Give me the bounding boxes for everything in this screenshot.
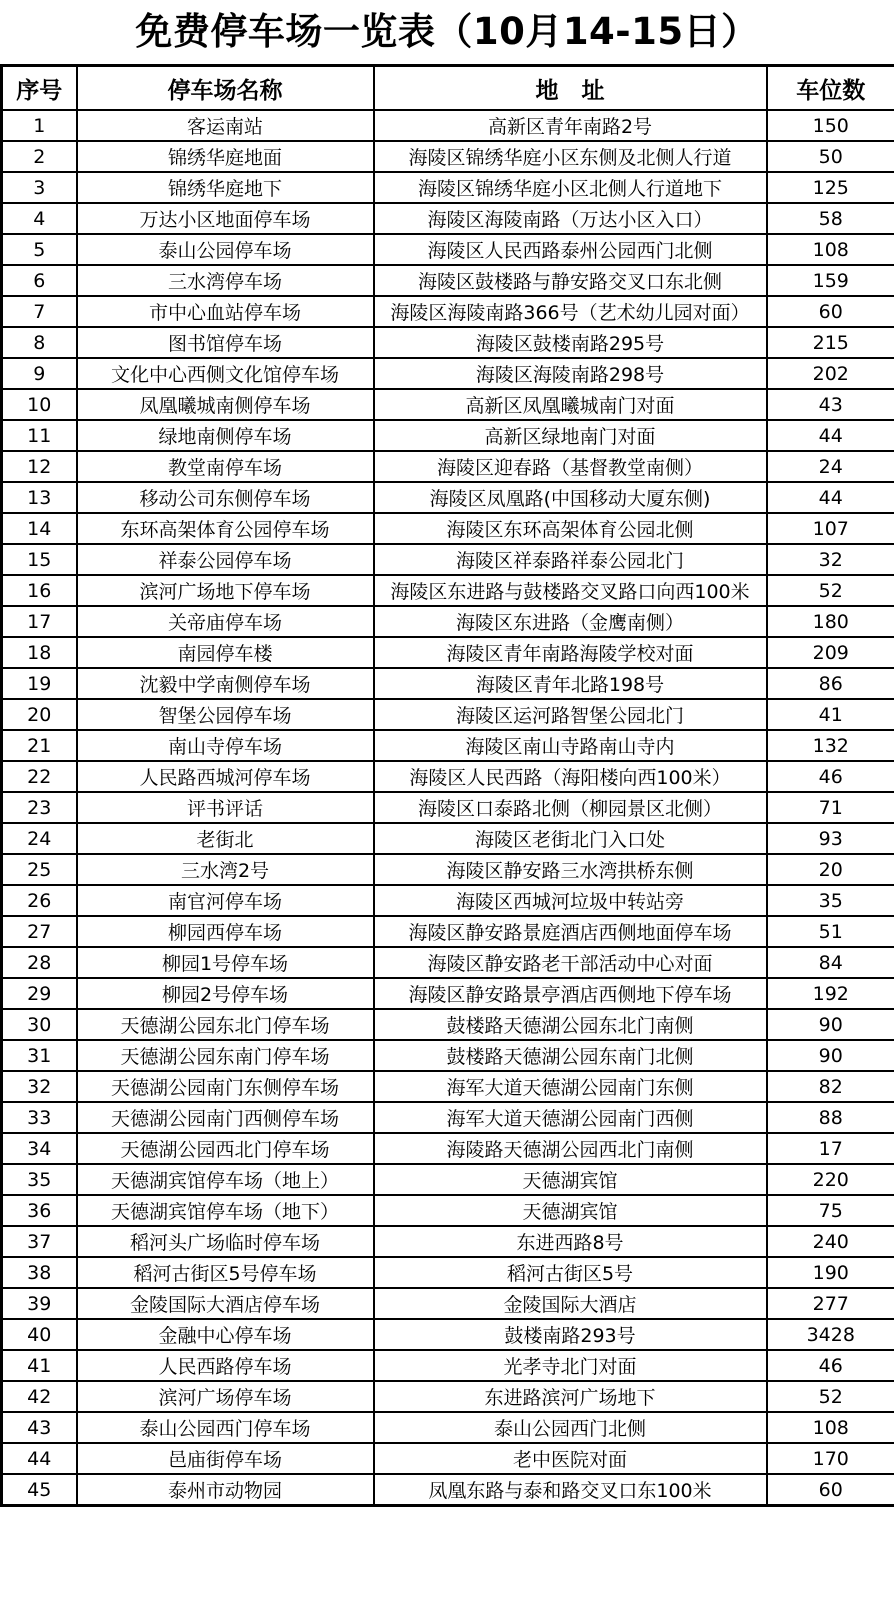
- table-row: [2, 823, 894, 854]
- cell-spaces: 52: [767, 575, 894, 606]
- table-row: [2, 792, 894, 823]
- cell-name: 沈毅中学南侧停车场: [77, 668, 374, 699]
- cell-address: 稻河古街区5号: [374, 1257, 767, 1288]
- parking-table: [0, 64, 894, 1507]
- table-row: [2, 451, 894, 482]
- table-row: [2, 885, 894, 916]
- col-header-name: 停车场名称: [77, 66, 374, 111]
- table-row: [2, 1474, 894, 1506]
- table-row: [2, 1071, 894, 1102]
- cell-address: 老中医院对面: [374, 1443, 767, 1474]
- cell-index: 20: [2, 699, 77, 730]
- cell-index: 33: [2, 1102, 77, 1133]
- cell-index: 1: [2, 110, 77, 141]
- cell-spaces: 44: [767, 420, 894, 451]
- cell-spaces: 50: [767, 141, 894, 172]
- cell-spaces: 58: [767, 203, 894, 234]
- table-row: [2, 761, 894, 792]
- cell-index: 31: [2, 1040, 77, 1071]
- cell-address: 海陵区锦绣华庭小区北侧人行道地下: [374, 172, 767, 203]
- table-row: [2, 1257, 894, 1288]
- cell-index: 40: [2, 1319, 77, 1350]
- cell-name: 泰山公园停车场: [77, 234, 374, 265]
- cell-address: 凤凰东路与泰和路交叉口东100米: [374, 1474, 767, 1506]
- cell-name: 锦绣华庭地面: [77, 141, 374, 172]
- cell-name: 天德湖公园东北门停车场: [77, 1009, 374, 1040]
- cell-name: 教堂南停车场: [77, 451, 374, 482]
- cell-name: 锦绣华庭地下: [77, 172, 374, 203]
- cell-address: 高新区绿地南门对面: [374, 420, 767, 451]
- table-row: [2, 1040, 894, 1071]
- cell-name: 滨河广场地下停车场: [77, 575, 374, 606]
- cell-index: 19: [2, 668, 77, 699]
- cell-index: 21: [2, 730, 77, 761]
- cell-spaces: 108: [767, 234, 894, 265]
- cell-name: 东环高架体育公园停车场: [77, 513, 374, 544]
- cell-name: 三水湾2号: [77, 854, 374, 885]
- cell-index: 18: [2, 637, 77, 668]
- cell-spaces: 84: [767, 947, 894, 978]
- cell-name: 人民西路停车场: [77, 1350, 374, 1381]
- table-row: [2, 854, 894, 885]
- cell-spaces: 44: [767, 482, 894, 513]
- cell-address: 海陵区西城河垃圾中转站旁: [374, 885, 767, 916]
- cell-address: 海陵路天德湖公园西北门南侧: [374, 1133, 767, 1164]
- cell-index: 26: [2, 885, 77, 916]
- cell-address: 海军大道天德湖公园南门西侧: [374, 1102, 767, 1133]
- cell-index: 13: [2, 482, 77, 513]
- cell-spaces: 108: [767, 1412, 894, 1443]
- cell-name: 天德湖公园东南门停车场: [77, 1040, 374, 1071]
- cell-address: 海陵区海陵南路（万达小区入口）: [374, 203, 767, 234]
- cell-spaces: 240: [767, 1226, 894, 1257]
- cell-spaces: 107: [767, 513, 894, 544]
- cell-index: 42: [2, 1381, 77, 1412]
- cell-spaces: 82: [767, 1071, 894, 1102]
- cell-name: 柳园1号停车场: [77, 947, 374, 978]
- cell-name: 祥泰公园停车场: [77, 544, 374, 575]
- cell-address: 海陵区人民西路（海阳楼向西100米）: [374, 761, 767, 792]
- cell-address: 海陵区青年北路198号: [374, 668, 767, 699]
- cell-name: 南山寺停车场: [77, 730, 374, 761]
- table-row: [2, 482, 894, 513]
- cell-address: 海陵区口泰路北侧（柳园景区北侧）: [374, 792, 767, 823]
- cell-spaces: 86: [767, 668, 894, 699]
- cell-address: 海陵区祥泰路祥泰公园北门: [374, 544, 767, 575]
- cell-address: 海陵区鼓楼路与静安路交叉口东北侧: [374, 265, 767, 296]
- cell-spaces: 46: [767, 761, 894, 792]
- cell-index: 32: [2, 1071, 77, 1102]
- table-row: [2, 1350, 894, 1381]
- cell-index: 12: [2, 451, 77, 482]
- cell-address: 海陵区东进路（金鹰南侧）: [374, 606, 767, 637]
- table-row: [2, 420, 894, 451]
- cell-index: 14: [2, 513, 77, 544]
- table-row: [2, 265, 894, 296]
- table-row: [2, 327, 894, 358]
- cell-name: 柳园西停车场: [77, 916, 374, 947]
- cell-spaces: 52: [767, 1381, 894, 1412]
- cell-spaces: 220: [767, 1164, 894, 1195]
- cell-index: 15: [2, 544, 77, 575]
- col-header-index: 序号: [2, 66, 77, 111]
- cell-name: 关帝庙停车场: [77, 606, 374, 637]
- cell-name: 金融中心停车场: [77, 1319, 374, 1350]
- cell-spaces: 202: [767, 358, 894, 389]
- cell-spaces: 35: [767, 885, 894, 916]
- col-header-spaces: 车位数: [767, 66, 894, 111]
- table-row: [2, 389, 894, 420]
- cell-address: 光孝寺北门对面: [374, 1350, 767, 1381]
- cell-spaces: 60: [767, 296, 894, 327]
- cell-address: 海陵区运河路智堡公园北门: [374, 699, 767, 730]
- cell-spaces: 24: [767, 451, 894, 482]
- cell-spaces: 150: [767, 110, 894, 141]
- cell-name: 稻河古街区5号停车场: [77, 1257, 374, 1288]
- cell-name: 人民路西城河停车场: [77, 761, 374, 792]
- cell-index: 35: [2, 1164, 77, 1195]
- cell-name: 评书评话: [77, 792, 374, 823]
- cell-index: 29: [2, 978, 77, 1009]
- cell-address: 东进西路8号: [374, 1226, 767, 1257]
- cell-name: 泰山公园西门停车场: [77, 1412, 374, 1443]
- cell-spaces: 159: [767, 265, 894, 296]
- cell-address: 海陵区静安路景亭酒店西侧地下停车场: [374, 978, 767, 1009]
- cell-index: 44: [2, 1443, 77, 1474]
- cell-index: 25: [2, 854, 77, 885]
- cell-index: 39: [2, 1288, 77, 1319]
- cell-address: 海陵区东环高架体育公园北侧: [374, 513, 767, 544]
- table-row: [2, 110, 894, 141]
- cell-spaces: 88: [767, 1102, 894, 1133]
- cell-spaces: 192: [767, 978, 894, 1009]
- table-row: [2, 141, 894, 172]
- cell-name: 市中心血站停车场: [77, 296, 374, 327]
- cell-spaces: 93: [767, 823, 894, 854]
- cell-address: 海军大道天德湖公园南门东侧: [374, 1071, 767, 1102]
- cell-address: 高新区凤凰曦城南门对面: [374, 389, 767, 420]
- cell-spaces: 17: [767, 1133, 894, 1164]
- cell-spaces: 71: [767, 792, 894, 823]
- cell-address: 海陵区迎春路（基督教堂南侧）: [374, 451, 767, 482]
- table-row: [2, 668, 894, 699]
- table-row: [2, 978, 894, 1009]
- table-row: [2, 544, 894, 575]
- cell-address: 海陵区人民西路泰州公园西门北侧: [374, 234, 767, 265]
- cell-index: 6: [2, 265, 77, 296]
- cell-address: 海陵区静安路三水湾拱桥东侧: [374, 854, 767, 885]
- table-row: [2, 296, 894, 327]
- cell-address: 海陵区南山寺路南山寺内: [374, 730, 767, 761]
- table-row: [2, 1381, 894, 1412]
- table-row: [2, 1195, 894, 1226]
- cell-address: 海陵区海陵南路366号（艺术幼儿园对面）: [374, 296, 767, 327]
- cell-name: 天德湖宾馆停车场（地下）: [77, 1195, 374, 1226]
- cell-name: 三水湾停车场: [77, 265, 374, 296]
- cell-name: 天德湖公园南门西侧停车场: [77, 1102, 374, 1133]
- cell-index: 38: [2, 1257, 77, 1288]
- col-header-address: 地 址: [374, 66, 767, 111]
- cell-address: 海陵区海陵南路298号: [374, 358, 767, 389]
- cell-spaces: 20: [767, 854, 894, 885]
- table-header-row: [2, 66, 894, 111]
- table-row: [2, 1009, 894, 1040]
- cell-index: 28: [2, 947, 77, 978]
- cell-address: 海陵区老街北门入口处: [374, 823, 767, 854]
- table-row: [2, 606, 894, 637]
- cell-spaces: 209: [767, 637, 894, 668]
- cell-address: 东进路滨河广场地下: [374, 1381, 767, 1412]
- table-row: [2, 1319, 894, 1350]
- cell-address: 海陵区鼓楼南路295号: [374, 327, 767, 358]
- cell-name: 南官河停车场: [77, 885, 374, 916]
- cell-name: 凤凰曦城南侧停车场: [77, 389, 374, 420]
- cell-spaces: 180: [767, 606, 894, 637]
- cell-index: 7: [2, 296, 77, 327]
- cell-address: 海陵区锦绣华庭小区东侧及北侧人行道: [374, 141, 767, 172]
- cell-index: 17: [2, 606, 77, 637]
- cell-index: 43: [2, 1412, 77, 1443]
- cell-spaces: 75: [767, 1195, 894, 1226]
- cell-address: 海陵区青年南路海陵学校对面: [374, 637, 767, 668]
- cell-address: 鼓楼路天德湖公园东南门北侧: [374, 1040, 767, 1071]
- cell-index: 2: [2, 141, 77, 172]
- cell-name: 滨河广场停车场: [77, 1381, 374, 1412]
- table-row: [2, 1288, 894, 1319]
- cell-name: 天德湖宾馆停车场（地上）: [77, 1164, 374, 1195]
- cell-name: 邑庙街停车场: [77, 1443, 374, 1474]
- cell-spaces: 43: [767, 389, 894, 420]
- cell-name: 柳园2号停车场: [77, 978, 374, 1009]
- cell-index: 34: [2, 1133, 77, 1164]
- cell-spaces: 32: [767, 544, 894, 575]
- cell-name: 绿地南侧停车场: [77, 420, 374, 451]
- cell-address: 海陵区静安路景庭酒店西侧地面停车场: [374, 916, 767, 947]
- cell-spaces: 215: [767, 327, 894, 358]
- cell-spaces: 3428: [767, 1319, 894, 1350]
- table-row: [2, 1102, 894, 1133]
- cell-spaces: 41: [767, 699, 894, 730]
- cell-address: 高新区青年南路2号: [374, 110, 767, 141]
- cell-index: 22: [2, 761, 77, 792]
- cell-name: 客运南站: [77, 110, 374, 141]
- table-row: [2, 172, 894, 203]
- cell-spaces: 51: [767, 916, 894, 947]
- cell-spaces: 132: [767, 730, 894, 761]
- table-row: [2, 1226, 894, 1257]
- table-row: [2, 358, 894, 389]
- cell-index: 5: [2, 234, 77, 265]
- cell-index: 4: [2, 203, 77, 234]
- table-body: [2, 110, 894, 1506]
- cell-name: 天德湖公园南门东侧停车场: [77, 1071, 374, 1102]
- cell-address: 鼓楼路天德湖公园东北门南侧: [374, 1009, 767, 1040]
- cell-name: 天德湖公园西北门停车场: [77, 1133, 374, 1164]
- cell-index: 10: [2, 389, 77, 420]
- table-row: [2, 203, 894, 234]
- cell-spaces: 90: [767, 1009, 894, 1040]
- cell-index: 8: [2, 327, 77, 358]
- cell-index: 30: [2, 1009, 77, 1040]
- cell-index: 16: [2, 575, 77, 606]
- cell-address: 海陵区凤凰路(中国移动大厦东侧): [374, 482, 767, 513]
- cell-name: 万达小区地面停车场: [77, 203, 374, 234]
- cell-address: 泰山公园西门北侧: [374, 1412, 767, 1443]
- cell-address: 金陵国际大酒店: [374, 1288, 767, 1319]
- page-title: 免费停车场一览表（10月14-15日）: [135, 10, 759, 53]
- cell-address: 天德湖宾馆: [374, 1195, 767, 1226]
- cell-spaces: 277: [767, 1288, 894, 1319]
- cell-name: 泰州市动物园: [77, 1474, 374, 1506]
- cell-index: 11: [2, 420, 77, 451]
- cell-index: 27: [2, 916, 77, 947]
- cell-index: 36: [2, 1195, 77, 1226]
- cell-index: 3: [2, 172, 77, 203]
- cell-address: 鼓楼南路293号: [374, 1319, 767, 1350]
- cell-spaces: 125: [767, 172, 894, 203]
- cell-index: 41: [2, 1350, 77, 1381]
- cell-name: 老街北: [77, 823, 374, 854]
- cell-spaces: 170: [767, 1443, 894, 1474]
- cell-name: 智堡公园停车场: [77, 699, 374, 730]
- table-row: [2, 947, 894, 978]
- cell-index: 24: [2, 823, 77, 854]
- cell-spaces: 46: [767, 1350, 894, 1381]
- cell-name: 文化中心西侧文化馆停车场: [77, 358, 374, 389]
- table-row: [2, 513, 894, 544]
- cell-index: 45: [2, 1474, 77, 1506]
- table-row: [2, 234, 894, 265]
- cell-name: 图书馆停车场: [77, 327, 374, 358]
- table-row: [2, 1133, 894, 1164]
- table-row: [2, 699, 894, 730]
- cell-index: 37: [2, 1226, 77, 1257]
- table-row: [2, 1164, 894, 1195]
- table-row: [2, 730, 894, 761]
- cell-name: 南园停车楼: [77, 637, 374, 668]
- cell-name: 稻河头广场临时停车场: [77, 1226, 374, 1257]
- cell-address: 海陵区静安路老干部活动中心对面: [374, 947, 767, 978]
- table-row: [2, 916, 894, 947]
- cell-index: 23: [2, 792, 77, 823]
- table-row: [2, 1412, 894, 1443]
- table-row: [2, 1443, 894, 1474]
- table-row: [2, 575, 894, 606]
- table-row: [2, 637, 894, 668]
- cell-spaces: 60: [767, 1474, 894, 1506]
- cell-address: 海陵区东进路与鼓楼路交叉路口向西100米: [374, 575, 767, 606]
- cell-address: 天德湖宾馆: [374, 1164, 767, 1195]
- cell-spaces: 190: [767, 1257, 894, 1288]
- cell-index: 9: [2, 358, 77, 389]
- cell-name: 金陵国际大酒店停车场: [77, 1288, 374, 1319]
- cell-name: 移动公司东侧停车场: [77, 482, 374, 513]
- cell-spaces: 90: [767, 1040, 894, 1071]
